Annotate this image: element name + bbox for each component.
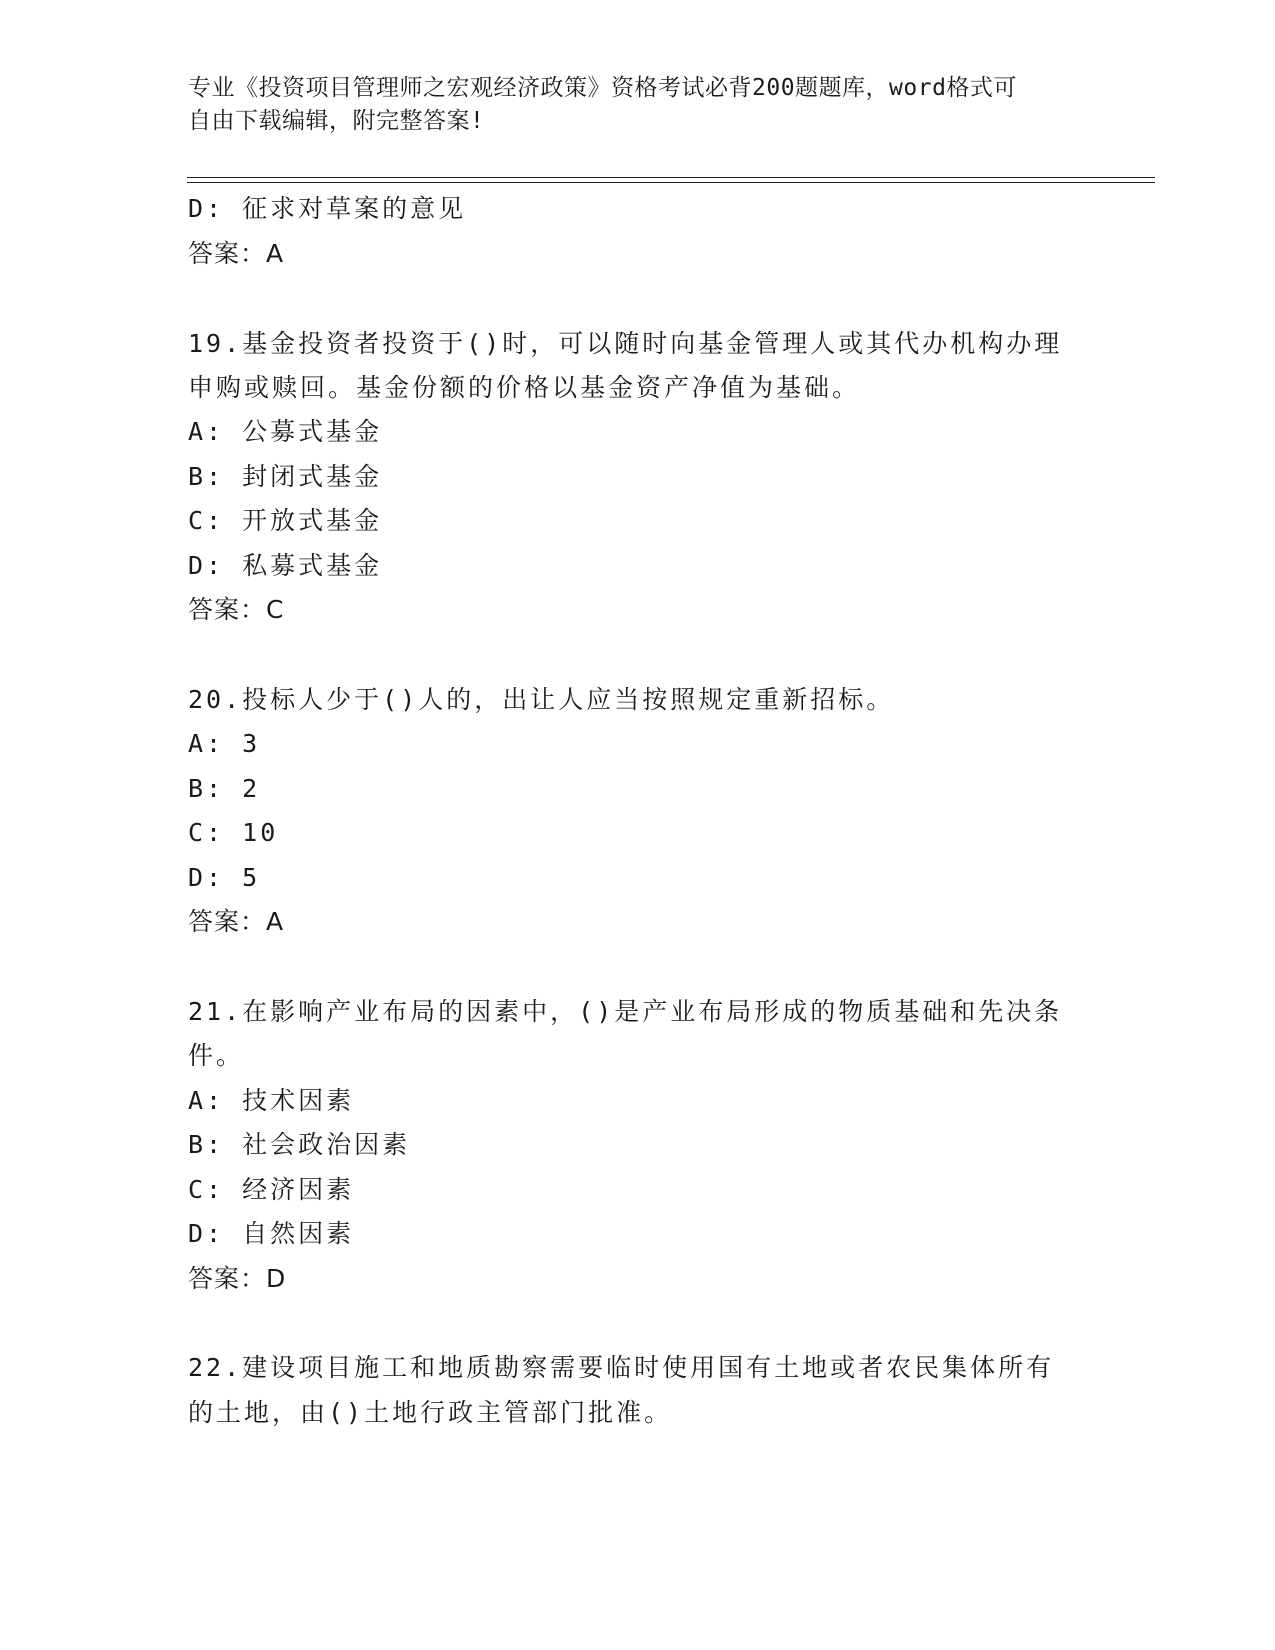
question-21-answer: 答案：D — [188, 1264, 287, 1293]
question-19-stem-line-2: 申购或赎回。基金份额的价格以基金资产净值为基础。 — [188, 373, 861, 402]
question-20-answer: 答案：A — [188, 907, 285, 936]
question-19-option-b: B: 封闭式基金 — [188, 462, 383, 491]
header-line-2: 自由下载编辑，附完整答案! — [188, 108, 485, 134]
header-divider-bottom — [187, 182, 1155, 183]
question-21-option-a: A: 技术因素 — [188, 1086, 355, 1115]
question-20-option-d: D: 5 — [188, 863, 261, 892]
document-header — [188, 72, 1088, 138]
question-20-option-a: A: 3 — [188, 729, 261, 758]
question-22-stem-line-1: 22.建设项目施工和地质勘察需要临时使用国有土地或者农民集体所有 — [188, 1353, 1055, 1382]
question-19-option-d: D: 私募式基金 — [188, 551, 383, 580]
question-20-option-b: B: 2 — [188, 774, 261, 803]
question-21-stem-line-1: 21.在影响产业布局的因素中，()是产业布局形成的物质基础和先决条 — [188, 997, 1063, 1026]
question-19-option-a: A: 公募式基金 — [188, 417, 383, 446]
prev-question-option-d: D: 征求对草案的意见 — [188, 194, 467, 223]
question-19-option-c: C: 开放式基金 — [188, 506, 383, 535]
question-20-stem-line-1: 20.投标人少于()人的，出让人应当按照规定重新招标。 — [188, 685, 895, 714]
question-22-stem-line-2: 的土地，由()土地行政主管部门批准。 — [188, 1398, 673, 1427]
header-line-1: 专业《投资项目管理师之宏观经济政策》资格考试必背200题题库，word格式可 — [188, 75, 1017, 101]
question-19-answer: 答案：C — [188, 595, 285, 624]
header-divider-top — [187, 177, 1155, 178]
question-19-stem-line-1: 19.基金投资者投资于()时，可以随时向基金管理人或其代办机构办理 — [188, 329, 1063, 358]
question-20-option-c: C: 10 — [188, 818, 279, 847]
question-21-option-d: D: 自然因素 — [188, 1219, 355, 1248]
prev-question-answer: 答案：A — [188, 239, 285, 268]
question-21-option-c: C: 经济因素 — [188, 1175, 355, 1204]
question-21-stem-line-2: 件。 — [188, 1041, 245, 1070]
question-21-option-b: B: 社会政治因素 — [188, 1130, 411, 1159]
